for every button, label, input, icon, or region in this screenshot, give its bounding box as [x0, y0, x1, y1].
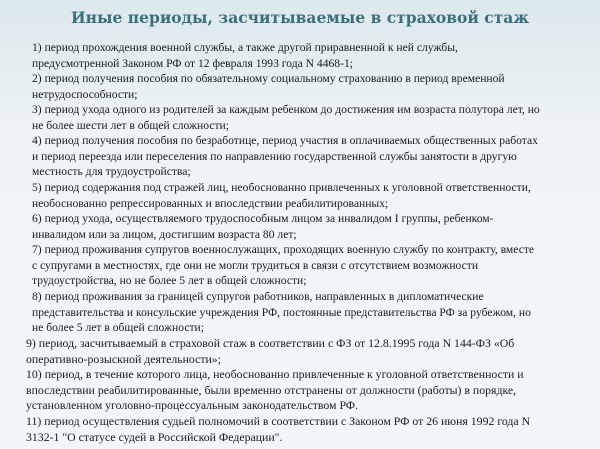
item-text: период получения пособия по безработице, период участия в оплачиваемых общественных работах и период переезда или переселения по направлению государственной службы занятости в другую местность для трудоустройства;: [32, 134, 538, 179]
list-item: [32, 71, 505, 102]
item-number: 8): [32, 290, 42, 303]
slide-title: Иные периоды, засчитываемые в страховой стаж: [70, 8, 530, 27]
item-number: 9): [26, 336, 36, 350]
item-text: период прохождения военной службы, а также другой приравненной к ней службы, предусмотренной Законом РФ от 12 февраля 1993 года N 4468-1;: [32, 41, 458, 70]
list-item: [32, 102, 540, 133]
item-text: период, в течение которого лица, необоснованно привлеченные к уголовной ответственности и впоследствии реабилитированные, были временно отстранены от должности (работы) в порядке, установленном уголовно-процессуальным законодательством РФ.: [26, 367, 524, 413]
list-item: [32, 211, 494, 242]
list-item: [26, 336, 514, 367]
item-text: период, засчитываемый в страховой стаж в соответствии с ФЗ от 12.8.1995 года N 144-ФЗ «Об оперативно-розыскной деятельности»;: [26, 336, 515, 366]
item-number: 4): [32, 134, 42, 147]
item-number: 6): [32, 212, 42, 225]
item-text: период получения пособия по обязательному социальному страхованию в период временной нетрудоспособности;: [32, 72, 505, 101]
item-number: 2): [32, 72, 42, 85]
item-number: 11): [26, 414, 42, 428]
list-item: [32, 242, 534, 289]
item-text: период содержания под стражей лиц, необоснованно привлеченных к уголовной ответственности, необоснованно репрессированных и впоследствии реабилитированных;: [32, 181, 531, 210]
item-number: 10): [26, 367, 42, 381]
list-item: [32, 133, 538, 180]
list-item: [32, 40, 458, 71]
item-number: 5): [32, 181, 42, 194]
item-number: 3): [32, 103, 42, 116]
item-text: период ухода одного из родителей за каждым ребенком до достижения им возраста полутора лет, но не более шести лет в общей сложности;: [32, 103, 540, 132]
item-number: 7): [32, 243, 42, 256]
list-item: [26, 367, 524, 414]
item-text: период осуществления судьей полномочий в соответствии с Законом РФ от 26 июня 1992 года N 3132-1 "О статусе судей в Российской Федерации".: [26, 414, 531, 444]
item-text: период проживания супругов военнослужащих, проходящих военную службу по контракту, вместе с супругами в местностях, где они не могли трудиться в связи с отсутствием возможности трудоустройства, но не более 5 лет в общей сложности;: [32, 243, 535, 288]
list-item: [26, 414, 530, 445]
list-item: [32, 180, 531, 211]
item-text: период проживания за границей супругов работников, направленных в дипломатические представительства и консульские учреждения РФ, постоянные представительства РФ за рубежом, но не более 5 лет в общей сложности;: [32, 290, 531, 335]
list-item: [32, 289, 531, 336]
item-text: период ухода, осуществляемого трудоспособным лицом за инвалидом I группы, ребенком- инвалидом или за лицом, достигшим возраста 80 лет;: [32, 212, 494, 241]
item-number: 1): [32, 41, 42, 54]
